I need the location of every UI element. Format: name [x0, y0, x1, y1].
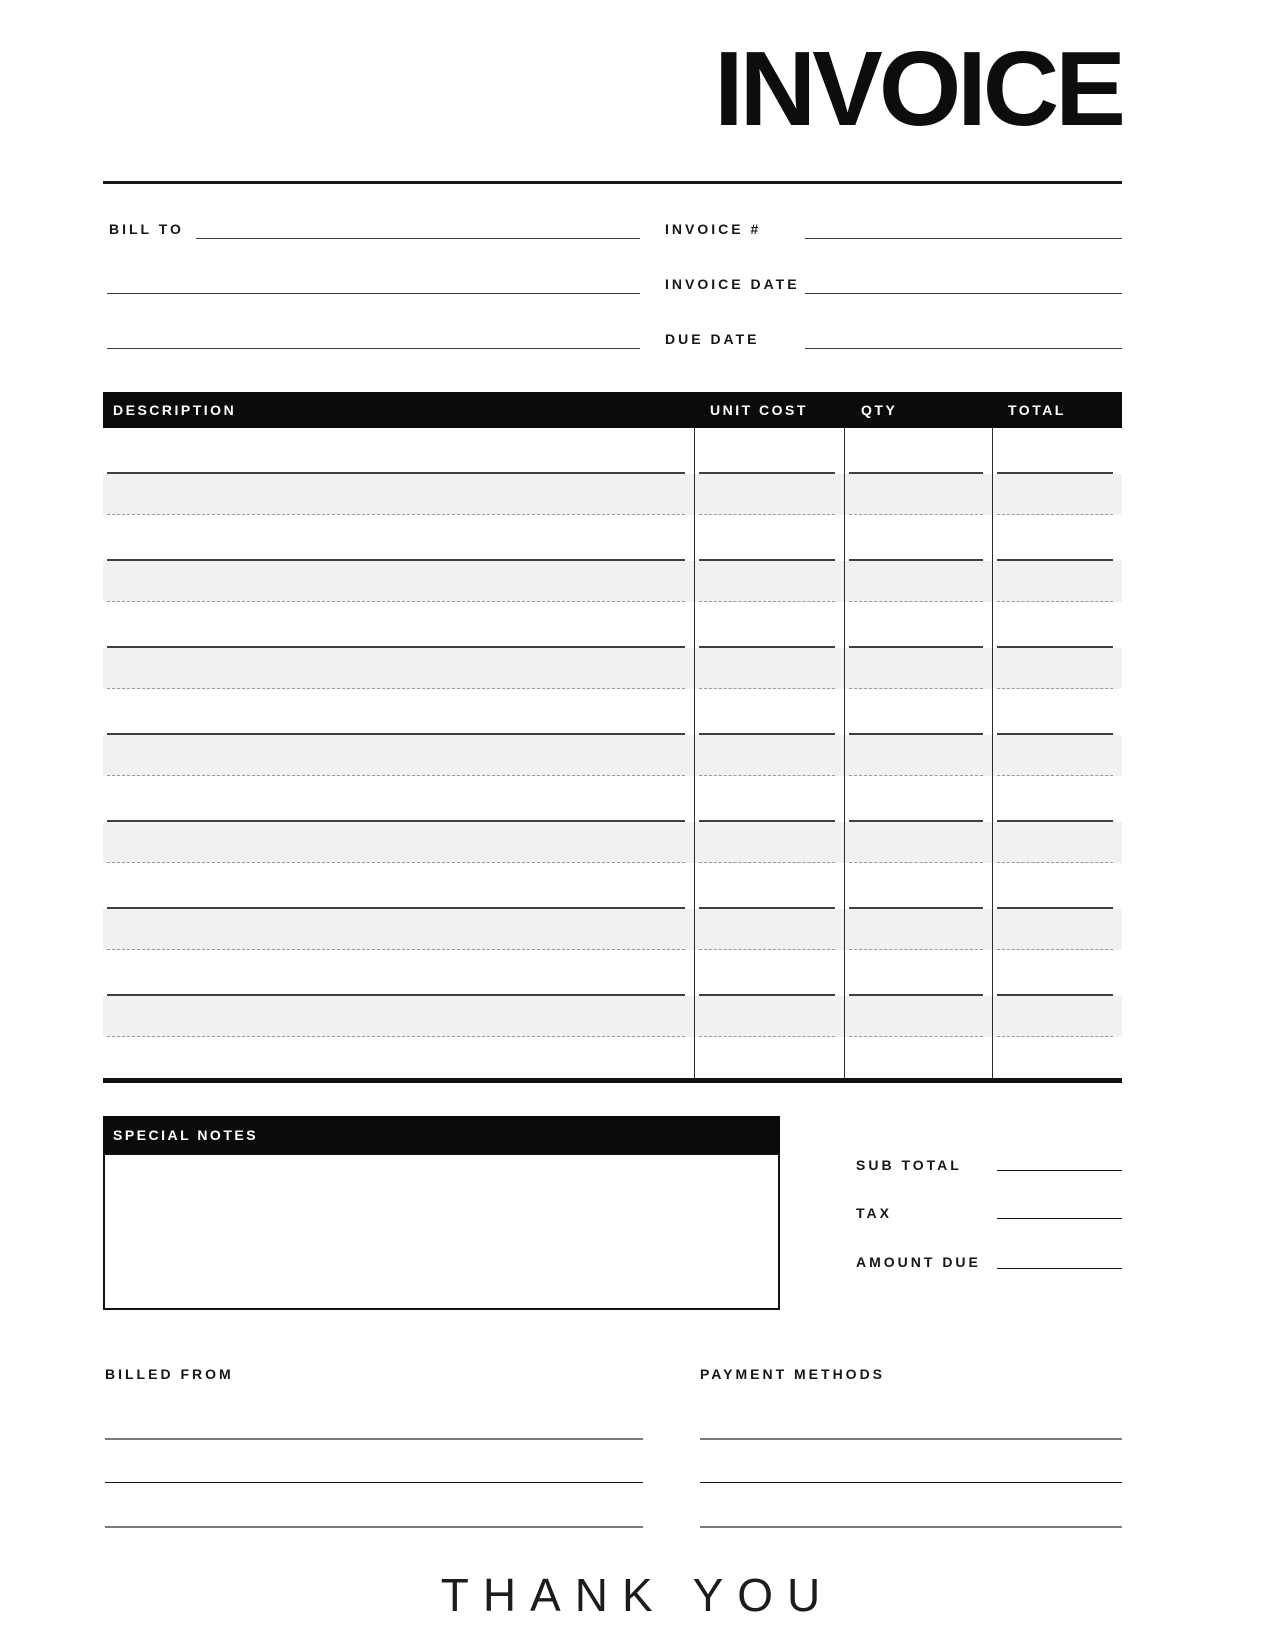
table-cell[interactable]: [844, 735, 992, 776]
table-cell[interactable]: [844, 909, 992, 950]
table-row: [103, 561, 1122, 602]
special-notes-label: SPECIAL NOTES: [113, 1126, 259, 1143]
table-cell[interactable]: [103, 474, 694, 515]
payment-methods-line-1[interactable]: [700, 1438, 1122, 1440]
table-bottom-rule: [103, 1078, 1122, 1083]
column-header-total: TOTAL: [1008, 402, 1066, 418]
table-cell[interactable]: [694, 428, 844, 474]
table-cell[interactable]: [992, 474, 1122, 515]
table-row: [103, 909, 1122, 950]
table-cell[interactable]: [694, 863, 844, 909]
column-header-qty: QTY: [861, 402, 898, 418]
due-date-line[interactable]: [805, 348, 1122, 349]
table-row: [103, 996, 1122, 1037]
table-cell[interactable]: [694, 689, 844, 735]
billed-from-line-1[interactable]: [105, 1438, 643, 1440]
table-cell[interactable]: [103, 648, 694, 689]
bill-to-line-1[interactable]: [196, 238, 640, 239]
table-cell[interactable]: [992, 776, 1122, 822]
table-cell[interactable]: [992, 602, 1122, 648]
special-notes-header: [103, 1116, 780, 1153]
table-cell[interactable]: [844, 561, 992, 602]
table-cell[interactable]: [694, 996, 844, 1037]
table-header: [103, 392, 1122, 428]
table-cell[interactable]: [694, 474, 844, 515]
invoice-number-line[interactable]: [805, 238, 1122, 239]
payment-methods-line-2[interactable]: [700, 1482, 1122, 1483]
table-cell[interactable]: [992, 561, 1122, 602]
table-cell[interactable]: [103, 428, 694, 474]
tax-line[interactable]: [997, 1218, 1122, 1219]
bill-to-label: BILL TO: [109, 221, 184, 237]
table-cell[interactable]: [694, 515, 844, 561]
table-cell[interactable]: [844, 822, 992, 863]
table-cell[interactable]: [694, 950, 844, 996]
table-cell[interactable]: [992, 648, 1122, 689]
amount-due-label: AMOUNT DUE: [856, 1254, 981, 1270]
table-cell[interactable]: [844, 515, 992, 561]
table-cell[interactable]: [992, 909, 1122, 950]
table-cell[interactable]: [844, 950, 992, 996]
billed-from-line-3[interactable]: [105, 1526, 643, 1528]
invoice-number-label: INVOICE #: [665, 221, 762, 237]
table-cell[interactable]: [844, 474, 992, 515]
table-cell[interactable]: [103, 909, 694, 950]
table-cell[interactable]: [992, 689, 1122, 735]
table-row: [103, 950, 1122, 996]
table-body: [103, 428, 1122, 1078]
subtotal-label: SUB TOTAL: [856, 1157, 962, 1173]
bill-to-line-3[interactable]: [107, 348, 640, 349]
table-cell[interactable]: [992, 863, 1122, 909]
bill-to-line-2[interactable]: [107, 293, 640, 294]
table-cell[interactable]: [992, 735, 1122, 776]
table-row: [103, 474, 1122, 515]
invoice-date-line[interactable]: [805, 293, 1122, 294]
subtotal-line[interactable]: [997, 1170, 1122, 1171]
table-row: [103, 428, 1122, 474]
table-cell[interactable]: [103, 1037, 694, 1078]
table-cell[interactable]: [103, 561, 694, 602]
table-cell[interactable]: [844, 863, 992, 909]
table-cell[interactable]: [992, 428, 1122, 474]
payment-methods-line-3[interactable]: [700, 1526, 1122, 1528]
table-cell[interactable]: [844, 1037, 992, 1078]
table-row: [103, 863, 1122, 909]
table-cell[interactable]: [992, 996, 1122, 1037]
table-cell[interactable]: [103, 515, 694, 561]
table-row: [103, 689, 1122, 735]
table-cell[interactable]: [694, 602, 844, 648]
table-cell[interactable]: [694, 735, 844, 776]
table-row: [103, 735, 1122, 776]
table-cell[interactable]: [844, 689, 992, 735]
table-row: [103, 1037, 1122, 1078]
table-cell[interactable]: [103, 776, 694, 822]
thank-you-text: THANK YOU: [440, 1569, 835, 1621]
table-cell[interactable]: [844, 648, 992, 689]
table-cell[interactable]: [103, 602, 694, 648]
special-notes-box[interactable]: [103, 1153, 780, 1310]
table-cell[interactable]: [694, 776, 844, 822]
table-cell[interactable]: [844, 996, 992, 1037]
table-cell[interactable]: [694, 1037, 844, 1078]
table-cell[interactable]: [992, 822, 1122, 863]
table-cell[interactable]: [103, 822, 694, 863]
table-cell[interactable]: [844, 428, 992, 474]
table-cell[interactable]: [694, 909, 844, 950]
table-row: [103, 822, 1122, 863]
table-cell[interactable]: [992, 1037, 1122, 1078]
table-cell[interactable]: [103, 950, 694, 996]
table-cell[interactable]: [103, 996, 694, 1037]
table-cell[interactable]: [992, 515, 1122, 561]
table-cell[interactable]: [103, 735, 694, 776]
table-cell[interactable]: [844, 776, 992, 822]
table-row: [103, 776, 1122, 822]
table-cell[interactable]: [103, 863, 694, 909]
invoice-date-label: INVOICE DATE: [665, 276, 800, 292]
due-date-label: DUE DATE: [665, 331, 760, 347]
page-title: INVOICE: [714, 30, 1122, 148]
table-row: [103, 602, 1122, 648]
table-cell[interactable]: [103, 689, 694, 735]
billed-from-label: BILLED FROM: [105, 1366, 234, 1382]
header-divider-rule: [103, 181, 1122, 184]
column-header-unit-cost: UNIT COST: [710, 402, 808, 418]
table-row: [103, 515, 1122, 561]
amount-due-line[interactable]: [997, 1268, 1122, 1269]
table-cell[interactable]: [694, 648, 844, 689]
payment-methods-label: PAYMENT METHODS: [700, 1366, 886, 1382]
billed-from-line-2[interactable]: [105, 1482, 643, 1483]
tax-label: TAX: [856, 1205, 892, 1221]
table-cell[interactable]: [844, 602, 992, 648]
column-header-description: DESCRIPTION: [113, 402, 237, 418]
table-cell[interactable]: [694, 561, 844, 602]
table-cell[interactable]: [694, 822, 844, 863]
table-cell[interactable]: [992, 950, 1122, 996]
table-row: [103, 648, 1122, 689]
